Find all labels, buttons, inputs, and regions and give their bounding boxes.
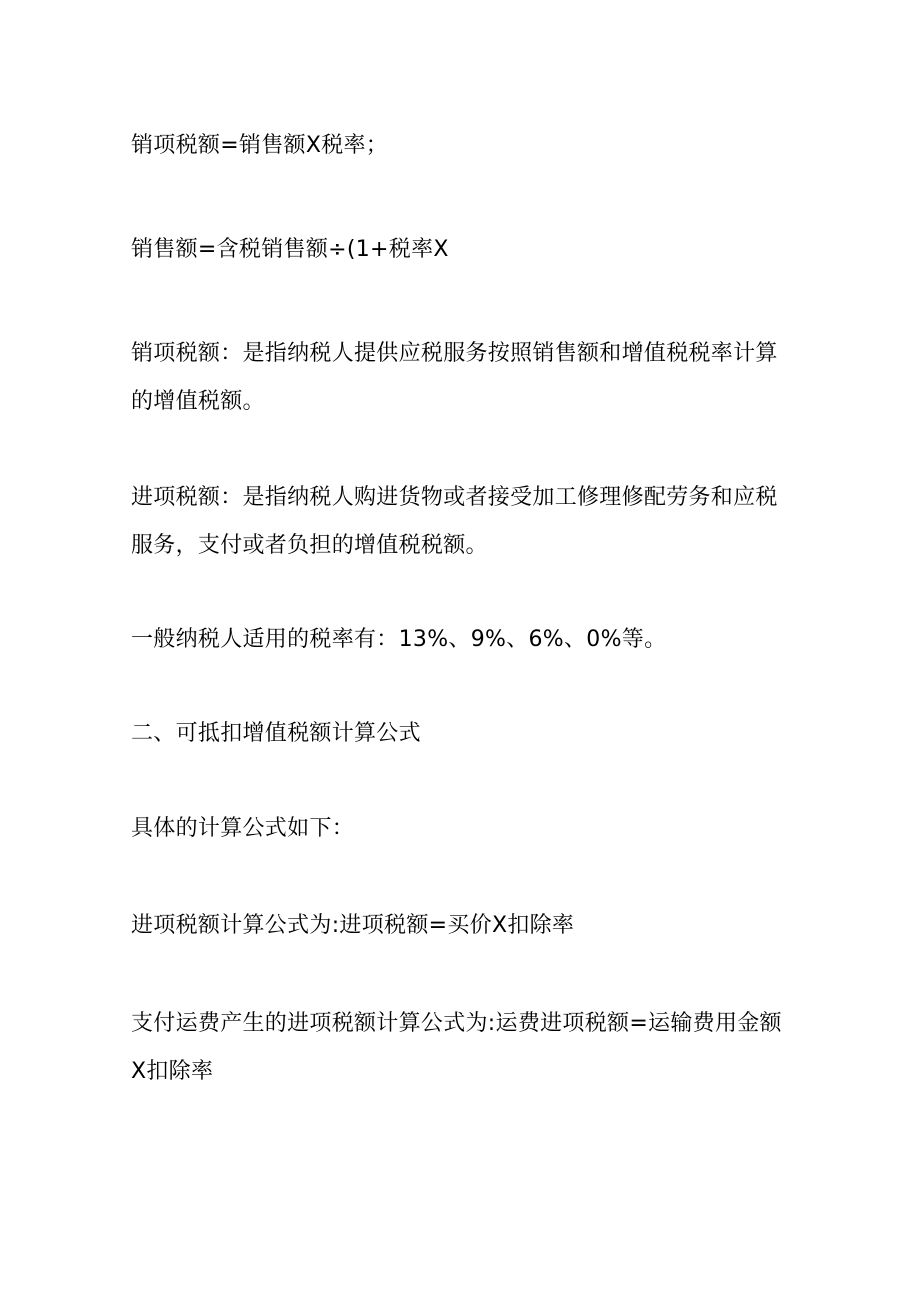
formula-output-tax: 销项税额=销售额X税率； — [131, 133, 389, 158]
section-heading: 二、可抵扣增值税额计算公式 — [131, 721, 421, 746]
formula-sales-amount: 销售额=含税销售额÷(1+税率X — [131, 237, 449, 262]
definition-output-tax: 销项税额：是指纳税人提供应税服务按照销售额和增值税税率计算的增值税额。 — [131, 341, 778, 414]
formula-input-tax: 进项税额计算公式为:进项税额=买价X扣除率 — [131, 913, 575, 938]
formula-intro: 具体的计算公式如下： — [131, 816, 355, 841]
tax-rates-paragraph: 一般纳税人适用的税率有：13%、9%、6%、0%等。 — [131, 627, 667, 652]
definition-input-tax: 进项税额：是指纳税人购进货物或者接受加工修理修配劳务和应税服务，支付或者负担的增值税税额。 — [131, 485, 778, 558]
formula-freight-input-tax: 支付运费产生的进项税额计算公式为:运费进项税额=运输费用金额X扣除率 — [131, 1011, 782, 1084]
